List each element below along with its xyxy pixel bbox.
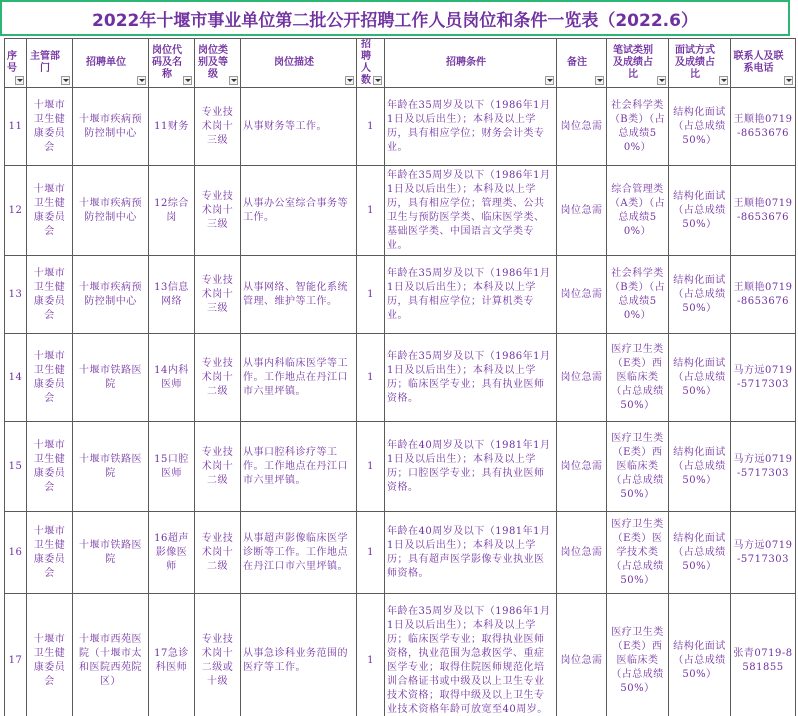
cell-conditions[interactable]: 年龄在40周岁及以下（1981年1月1日及以后出生）；本科及以上学历；口腔医学专业；具有执业医师资格。 bbox=[385, 422, 557, 512]
header-cell[interactable]: 岗位描述 bbox=[241, 39, 357, 88]
cell-unit[interactable]: 十堰市铁路医院 bbox=[73, 334, 149, 422]
header-cell[interactable]: 岗位代码及名称 bbox=[149, 39, 195, 88]
cell-interview[interactable]: 结构化面试（占总成绩50%） bbox=[669, 512, 731, 594]
filter-dropdown-icon[interactable] bbox=[545, 76, 554, 85]
filter-dropdown-icon[interactable] bbox=[137, 76, 146, 85]
filter-dropdown-icon[interactable] bbox=[719, 76, 728, 85]
cell-written-exam[interactable]: 医疗卫生类（E类）西医临床类（占总成绩50%） bbox=[607, 334, 669, 422]
cell-interview[interactable]: 结构化面试（占总成绩50%） bbox=[669, 166, 731, 256]
cell-note[interactable]: 岗位急需 bbox=[557, 512, 607, 594]
header-cell[interactable]: 岗位类别及等级 bbox=[195, 39, 241, 88]
filter-dropdown-icon[interactable] bbox=[657, 76, 666, 85]
table-row bbox=[5, 422, 796, 512]
cell-unit[interactable]: 十堰市铁路医院 bbox=[73, 512, 149, 594]
table-row bbox=[5, 512, 796, 594]
cell-code[interactable]: 14内科医师 bbox=[149, 334, 195, 422]
header-cell[interactable]: 主管部门 bbox=[27, 39, 73, 88]
cell-conditions[interactable]: 年龄在40周岁及以下（1981年1月1日及以后出生）；本科及以上学历；具有超声医学影像专业执业医师资格。 bbox=[385, 512, 557, 594]
cell-category[interactable]: 专业技术岗十二级 bbox=[195, 422, 241, 512]
cell-count[interactable]: 1 bbox=[357, 422, 385, 512]
cell-count[interactable]: 1 bbox=[357, 594, 385, 716]
cell-category[interactable]: 专业技术岗十二级或十级 bbox=[195, 594, 241, 716]
cell-code[interactable]: 16超声影像医师 bbox=[149, 512, 195, 594]
cell-desc[interactable]: 从事办公室综合事务等工作。 bbox=[241, 166, 357, 256]
cell-contact[interactable]: 王顺艳0719-8653676 bbox=[731, 166, 796, 256]
header-row bbox=[5, 39, 796, 88]
cell-written-exam[interactable]: 医疗卫生类（E类）西医临床类（占总成绩50%） bbox=[607, 594, 669, 716]
cell-note[interactable]: 岗位急需 bbox=[557, 334, 607, 422]
header-cell[interactable]: 面试方式及成绩占比 bbox=[669, 39, 731, 88]
cell-note[interactable]: 岗位急需 bbox=[557, 594, 607, 716]
cell-conditions[interactable]: 年龄在35周岁及以下（1986年1月1日及以后出生）；本科及以上学历，具有相应学位；管理类、公共卫生与预防医学类、临床医学类、基础医学类、中国语言文学类专业。 bbox=[385, 166, 557, 256]
header-cell[interactable]: 联系人及联系电话 bbox=[731, 39, 796, 88]
header-cell[interactable]: 招聘人数 bbox=[357, 39, 385, 88]
filter-dropdown-icon[interactable] bbox=[595, 76, 604, 85]
cell-contact[interactable]: 王顺艳0719-8653676 bbox=[731, 256, 796, 334]
cell-code[interactable]: 17急诊科医师 bbox=[149, 594, 195, 716]
cell-seq[interactable]: 11 bbox=[5, 88, 27, 166]
filter-dropdown-icon[interactable] bbox=[373, 76, 382, 85]
cell-dept[interactable]: 十堰市卫生健康委员会 bbox=[27, 88, 73, 166]
filter-dropdown-icon[interactable] bbox=[15, 76, 24, 85]
cell-category[interactable]: 专业技术岗十二级 bbox=[195, 334, 241, 422]
cell-interview[interactable]: 结构化面试（占总成绩50%） bbox=[669, 594, 731, 716]
cell-category[interactable]: 专业技术岗十三级 bbox=[195, 166, 241, 256]
cell-written-exam[interactable]: 社会科学类（B类）（占总成绩50%） bbox=[607, 256, 669, 334]
cell-contact[interactable]: 张青0719-8581855 bbox=[731, 594, 796, 716]
cell-code[interactable]: 15口腔医师 bbox=[149, 422, 195, 512]
cell-unit[interactable]: 十堰市疾病预防控制中心 bbox=[73, 88, 149, 166]
filter-dropdown-icon[interactable] bbox=[61, 76, 70, 85]
cell-desc[interactable]: 从事口腔科诊疗等工作。工作地点在丹江口市六里坪镇。 bbox=[241, 422, 357, 512]
cell-contact[interactable]: 马方远0719-5717303 bbox=[731, 334, 796, 422]
filter-dropdown-icon[interactable] bbox=[784, 76, 793, 85]
job-table bbox=[4, 38, 796, 716]
cell-desc[interactable]: 从事急诊科业务范围的医疗等工作。 bbox=[241, 594, 357, 716]
filter-dropdown-icon[interactable] bbox=[183, 76, 192, 85]
table-row bbox=[5, 88, 796, 166]
cell-unit[interactable]: 十堰市西苑医院（十堰市太和医院西苑院区） bbox=[73, 594, 149, 716]
filter-dropdown-icon[interactable] bbox=[345, 76, 354, 85]
table-row bbox=[5, 594, 796, 716]
header-cell[interactable]: 备注 bbox=[557, 39, 607, 88]
header-cell[interactable]: 招聘单位 bbox=[73, 39, 149, 88]
cell-written-exam[interactable]: 医疗卫生类（E类）西医临床类（占总成绩50%） bbox=[607, 422, 669, 512]
cell-contact[interactable]: 王顺艳0719-8653676 bbox=[731, 88, 796, 166]
cell-count[interactable]: 1 bbox=[357, 334, 385, 422]
cell-seq[interactable]: 16 bbox=[5, 512, 27, 594]
cell-code[interactable]: 11财务 bbox=[149, 88, 195, 166]
cell-written-exam[interactable]: 医疗卫生类（E类）医学技术类（占总成绩50%） bbox=[607, 512, 669, 594]
cell-code[interactable]: 12综合岗 bbox=[149, 166, 195, 256]
cell-conditions[interactable]: 年龄在35周岁及以下（1986年1月1日及以后出生）；本科及以上学历；临床医学专业；取得执业医师资格，执业范围为急救医学、重症医学专业；取得住院医师规范化培训合格证书或中级及以上卫生专业技术资格；取得中级及以上卫生专业技术资格年龄可放宽至40周岁。 bbox=[385, 594, 557, 716]
cell-note[interactable]: 岗位急需 bbox=[557, 422, 607, 512]
header-cell[interactable]: 招聘条件 bbox=[385, 39, 557, 88]
cell-written-exam[interactable]: 综合管理类（A类）（占总成绩50%） bbox=[607, 166, 669, 256]
cell-conditions[interactable]: 年龄在35周岁及以下（1986年1月1日及以后出生）；本科及以上学历，具有相应学位；计算机类专业。 bbox=[385, 256, 557, 334]
cell-interview[interactable]: 结构化面试（占总成绩50%） bbox=[669, 334, 731, 422]
cell-desc[interactable]: 从事超声影像临床医学诊断等工作。工作地点在丹江口市六里坪镇。 bbox=[241, 512, 357, 594]
cell-seq[interactable]: 17 bbox=[5, 594, 27, 716]
cell-dept[interactable]: 十堰市卫生健康委员会 bbox=[27, 166, 73, 256]
sheet-title[interactable]: 2022年十堰市事业单位第二批公开招聘工作人员岗位和条件一览表（2022.6） bbox=[0, 0, 790, 36]
cell-seq[interactable]: 15 bbox=[5, 422, 27, 512]
cell-interview[interactable]: 结构化面试（占总成绩50%） bbox=[669, 88, 731, 166]
cell-conditions[interactable]: 年龄在35周岁及以下（1986年1月1日及以后出生）；本科及以上学历，具有相应学位；财务会计类专业。 bbox=[385, 88, 557, 166]
cell-desc[interactable]: 从事财务等工作。 bbox=[241, 88, 357, 166]
cell-dept[interactable]: 十堰市卫生健康委员会 bbox=[27, 334, 73, 422]
cell-count[interactable]: 1 bbox=[357, 256, 385, 334]
cell-seq[interactable]: 13 bbox=[5, 256, 27, 334]
cell-unit[interactable]: 十堰市疾病预防控制中心 bbox=[73, 166, 149, 256]
cell-seq[interactable]: 12 bbox=[5, 166, 27, 256]
cell-count[interactable]: 1 bbox=[357, 88, 385, 166]
table-row bbox=[5, 166, 796, 256]
table-row bbox=[5, 334, 796, 422]
cell-note[interactable]: 岗位急需 bbox=[557, 88, 607, 166]
cell-note[interactable]: 岗位急需 bbox=[557, 166, 607, 256]
cell-contact[interactable]: 马方远0719-5717303 bbox=[731, 422, 796, 512]
cell-written-exam[interactable]: 社会科学类（B类）（占总成绩50%） bbox=[607, 88, 669, 166]
cell-dept[interactable]: 十堰市卫生健康委员会 bbox=[27, 594, 73, 716]
table-row bbox=[5, 256, 796, 334]
cell-category[interactable]: 专业技术岗十三级 bbox=[195, 256, 241, 334]
filter-dropdown-icon[interactable] bbox=[229, 76, 238, 85]
cell-dept[interactable]: 十堰市卫生健康委员会 bbox=[27, 256, 73, 334]
cell-unit[interactable]: 十堰市疾病预防控制中心 bbox=[73, 256, 149, 334]
cell-dept[interactable]: 十堰市卫生健康委员会 bbox=[27, 422, 73, 512]
cell-unit[interactable]: 十堰市铁路医院 bbox=[73, 422, 149, 512]
cell-interview[interactable]: 结构化面试（占总成绩50%） bbox=[669, 256, 731, 334]
cell-category[interactable]: 专业技术岗十三级 bbox=[195, 88, 241, 166]
cell-desc[interactable]: 从事内科临床医学等工作。工作地点在丹江口市六里坪镇。 bbox=[241, 334, 357, 422]
cell-desc[interactable]: 从事网络、智能化系统管理、维护等工作。 bbox=[241, 256, 357, 334]
cell-seq[interactable]: 14 bbox=[5, 334, 27, 422]
cell-conditions[interactable]: 年龄在35周岁及以下（1986年1月1日及以后出生）；本科及以上学历；临床医学专业；具有执业医师资格。 bbox=[385, 334, 557, 422]
cell-count[interactable]: 1 bbox=[357, 166, 385, 256]
cell-category[interactable]: 专业技术岗十二级 bbox=[195, 512, 241, 594]
cell-count[interactable]: 1 bbox=[357, 512, 385, 594]
cell-interview[interactable]: 结构化面试（占总成绩50%） bbox=[669, 422, 731, 512]
header-cell[interactable]: 序号 bbox=[5, 39, 27, 88]
cell-code[interactable]: 13信息网络 bbox=[149, 256, 195, 334]
header-cell[interactable]: 笔试类别及成绩占比 bbox=[607, 39, 669, 88]
cell-contact[interactable]: 马方远0719-5717303 bbox=[731, 512, 796, 594]
cell-note[interactable]: 岗位急需 bbox=[557, 256, 607, 334]
cell-dept[interactable]: 十堰市卫生健康委员会 bbox=[27, 512, 73, 594]
